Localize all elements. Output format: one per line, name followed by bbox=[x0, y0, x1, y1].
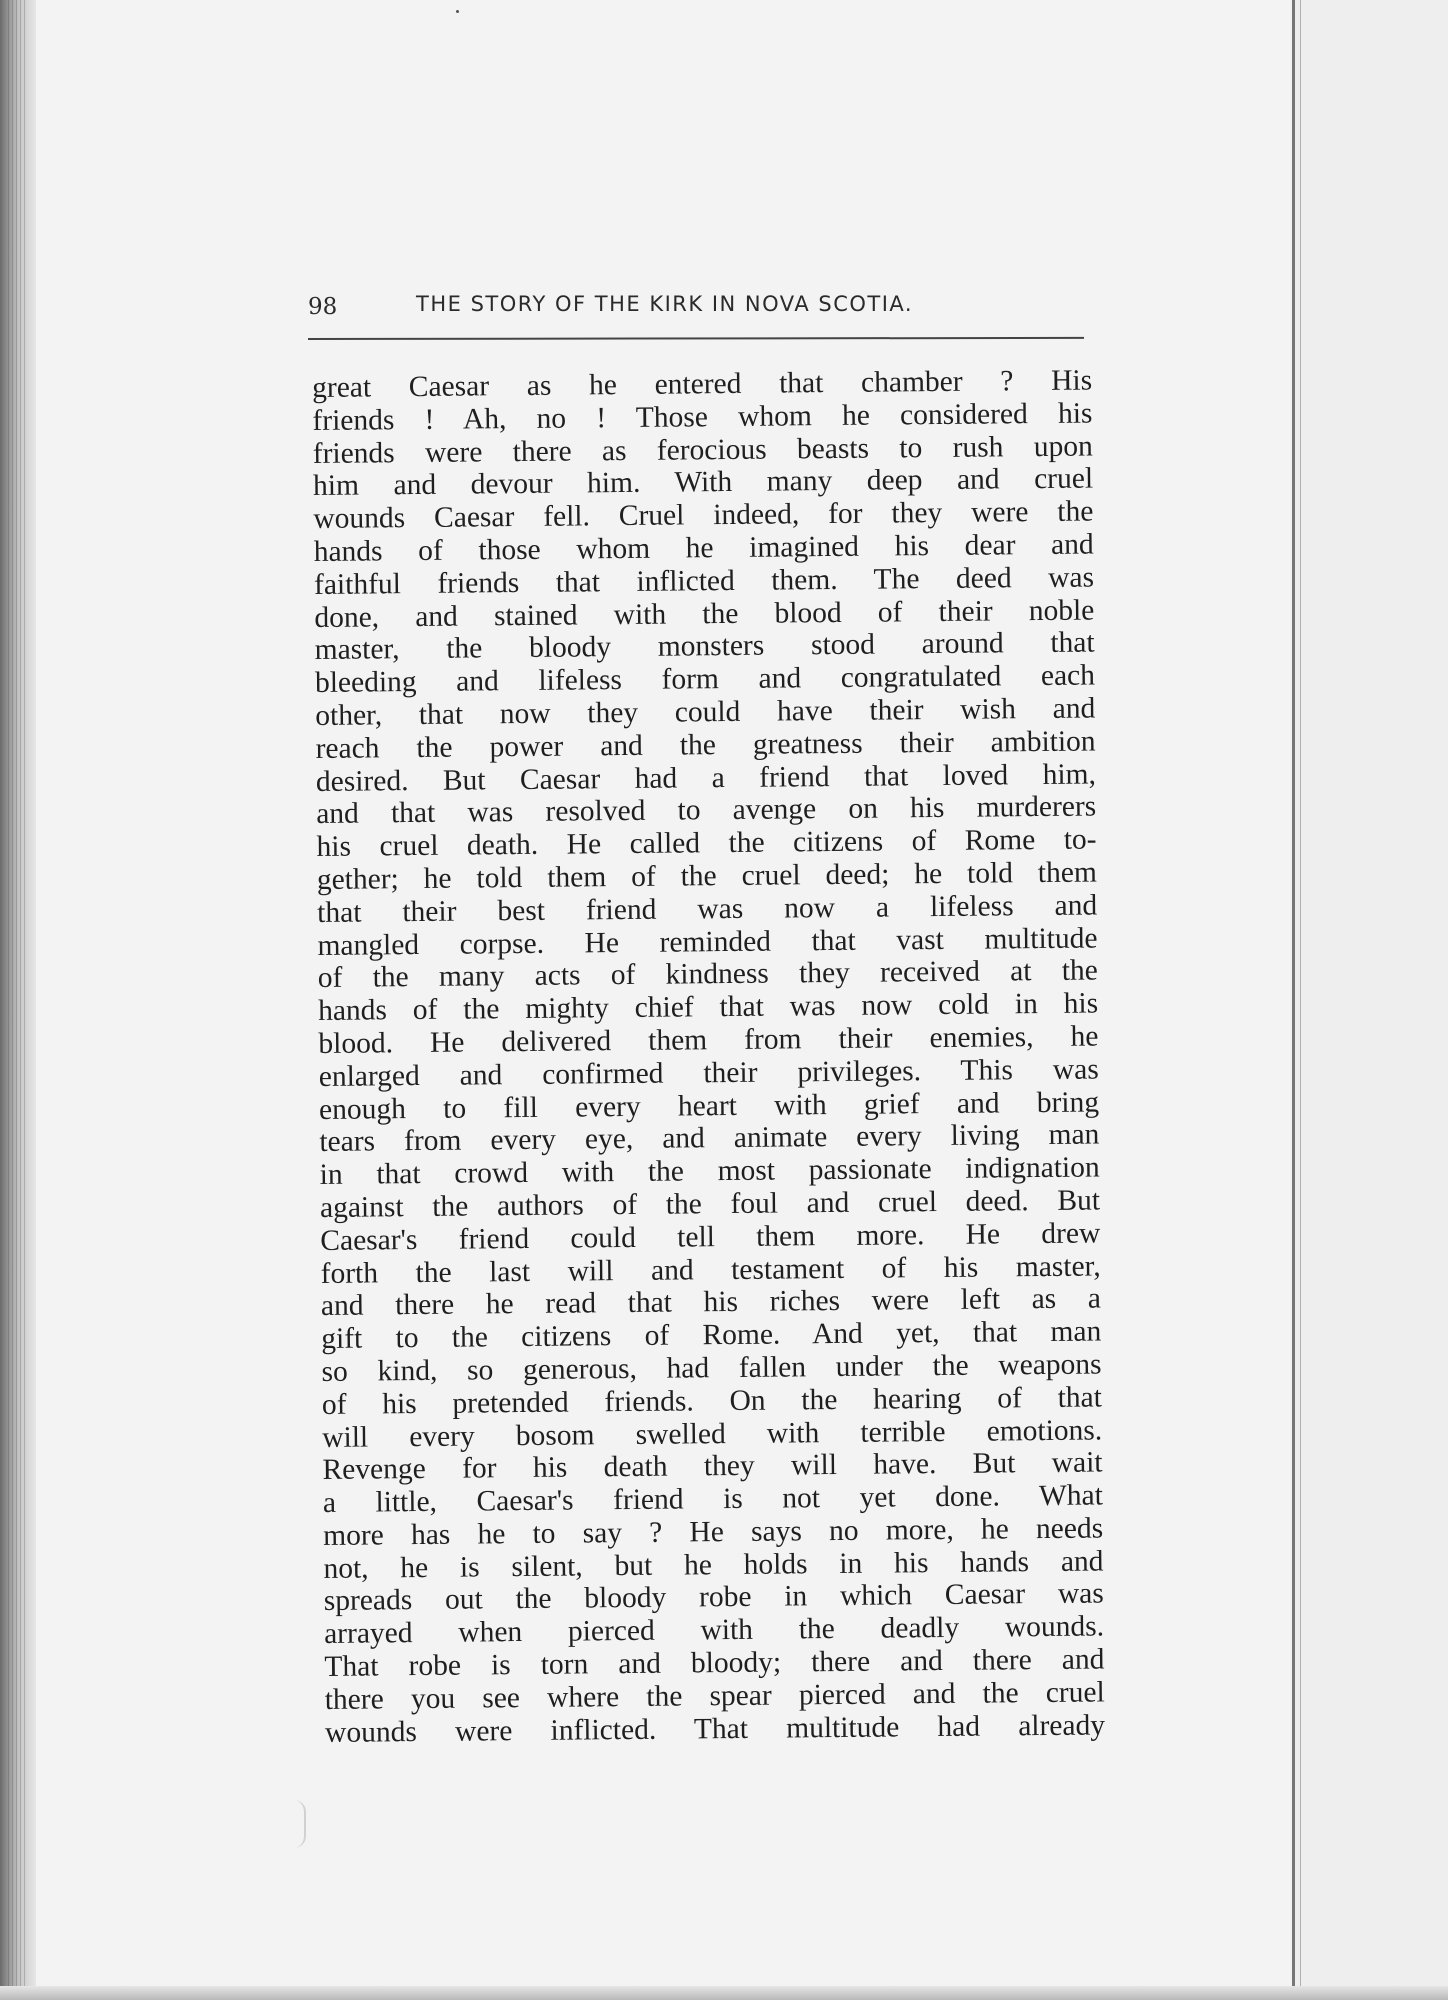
text-line: great Caesar as he entered that chamber ? His bbox=[312, 364, 1093, 404]
text-line: will every bosom swelled with terrible emotions. bbox=[322, 1413, 1103, 1454]
text-line: master, the bloody monsters stood around that bbox=[314, 626, 1095, 667]
text-line: enough to fill every heart with grief and bring bbox=[318, 1086, 1100, 1126]
text-line: and there he read that his riches were left as a bbox=[320, 1282, 1102, 1323]
text-line: desired. But Caesar had a friend that loved him, bbox=[315, 758, 1097, 798]
text-line: done, and stained with the blood of their noble bbox=[314, 594, 1095, 634]
text-line: arrayed when pierced with the deadly wounds. bbox=[323, 1610, 1105, 1651]
text-line: mangled corpse. He reminded that vast multitude bbox=[317, 922, 1098, 962]
text-line: Revenge for his death they will have. But wait bbox=[322, 1446, 1103, 1487]
text-line: spreads out the bloody robe in which Caesar was bbox=[323, 1577, 1104, 1618]
text-line: there you see where the spear pierced and the cruel bbox=[324, 1676, 1105, 1716]
speck bbox=[456, 10, 459, 13]
text-line: and that was resolved to avenge on his murderers bbox=[316, 790, 1097, 831]
body-text bbox=[312, 365, 1105, 1750]
text-line: faithful friends that inflicted them. The deed was bbox=[313, 561, 1095, 601]
text-line: of his pretended friends. On the hearing of that bbox=[321, 1381, 1103, 1421]
text-line: a little, Caesar's friend is not yet done. What bbox=[322, 1479, 1103, 1520]
text-line: That robe is torn and bloody; there and there and bbox=[324, 1643, 1105, 1684]
running-title: THE STORY OF THE KIRK IN NOVA SCOTIA. bbox=[416, 292, 914, 316]
facing-page-sliver bbox=[1295, 0, 1448, 2000]
text-line: Caesar's friend could tell them more. He drew bbox=[320, 1217, 1101, 1257]
text-line: forth the last will and testament of his master, bbox=[320, 1249, 1101, 1290]
text-line: wounds Caesar fell. Cruel indeed, for they were the bbox=[313, 495, 1094, 536]
text-line: blood. He delivered them from their enemies, he bbox=[318, 1020, 1099, 1060]
text-line: wounds were inflicted. That multitude had already bbox=[324, 1709, 1106, 1749]
text-line: hands of the mighty chief that was now cold in his bbox=[317, 987, 1099, 1028]
text-line: reach the power and the greatness their ambition bbox=[315, 725, 1096, 765]
text-line: bleeding and lifeless form and congratulated each bbox=[314, 659, 1096, 700]
text-line: his cruel death. He called the citizens of Rome to- bbox=[316, 823, 1097, 864]
text-line: in that crowd with the most passionate indignation bbox=[319, 1151, 1100, 1192]
page-stack-edge bbox=[8, 0, 26, 2000]
running-header bbox=[308, 290, 1084, 330]
text-line: gift to the citizens of Rome. And yet, that man bbox=[321, 1315, 1102, 1356]
text-line: against the authors of the foul and cruel deed. But bbox=[319, 1184, 1101, 1224]
text-line: of the many acts of kindness they received at the bbox=[317, 954, 1098, 995]
scan-smudge bbox=[294, 1800, 306, 1848]
text-line: other, that now they could have their wish and bbox=[315, 692, 1096, 732]
facing-page-edge bbox=[1300, 0, 1301, 2000]
text-line: friends ! Ah, no ! Those whom he considered his bbox=[312, 397, 1093, 437]
text-line: not, he is silent, but he holds in his hands and bbox=[323, 1545, 1104, 1585]
text-line: gether; he told them of the cruel deed; he told them bbox=[316, 856, 1097, 896]
text-line: more has he to say ? He says no more, he needs bbox=[323, 1512, 1104, 1552]
text-line: so kind, so generous, had fallen under the weapons bbox=[321, 1348, 1102, 1388]
text-line: hands of those whom he imagined his dear and bbox=[313, 528, 1094, 568]
bottom-shadow bbox=[0, 1986, 1448, 2000]
text-line: that their best friend was now a lifeless and bbox=[317, 889, 1098, 929]
text-line: him and devour him. With many deep and cruel bbox=[312, 462, 1094, 503]
page-number: 98 bbox=[308, 294, 338, 320]
text-line: tears from every eye, and animate every living man bbox=[319, 1118, 1100, 1159]
text-line: friends were there as ferocious beasts to rush upon bbox=[312, 430, 1093, 470]
text-line: enlarged and confirmed their privileges. This was bbox=[318, 1053, 1099, 1093]
